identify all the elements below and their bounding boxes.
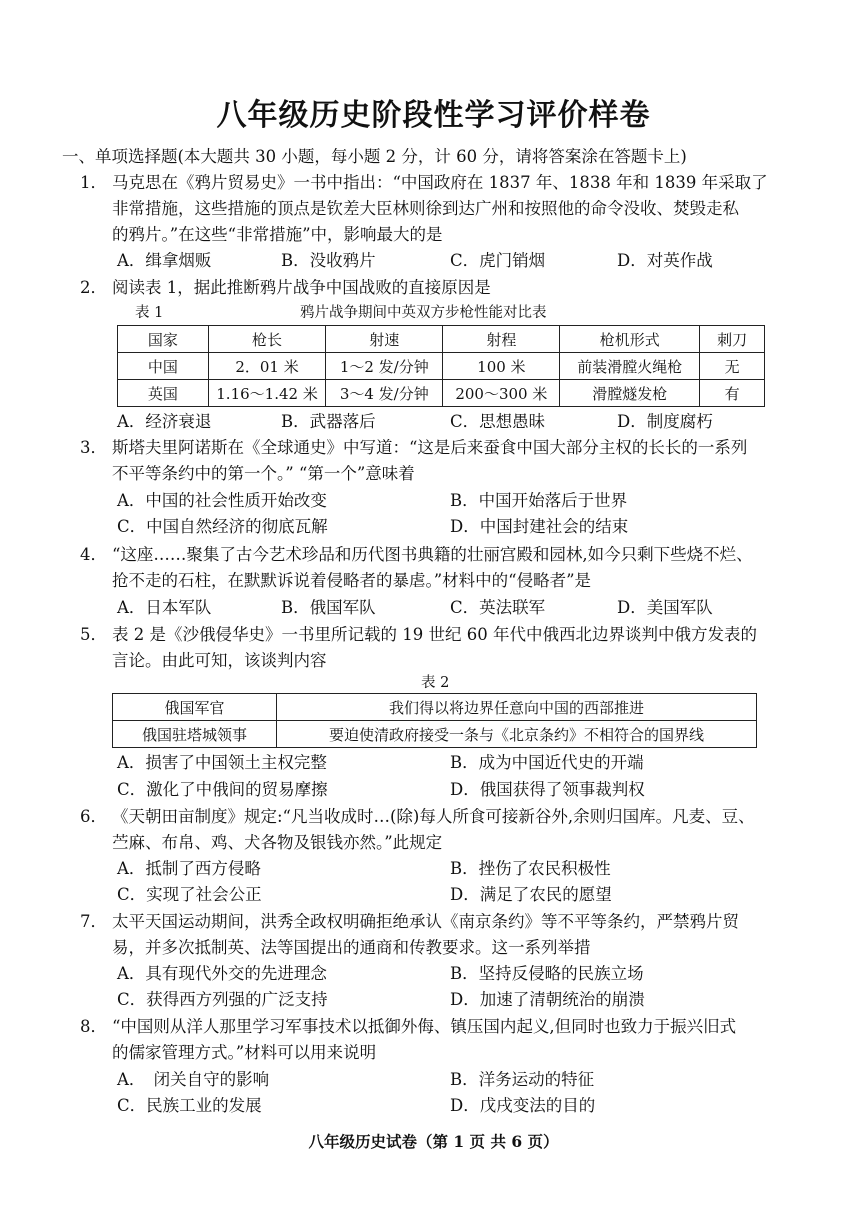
- table-cell: 1～2 发/分钟: [326, 353, 443, 380]
- option-c: C．英法联军: [450, 598, 546, 617]
- option-c: C．实现了社会公正: [117, 885, 262, 904]
- table-header-cell: 射速: [326, 326, 443, 353]
- table-2-caption: 表 2: [421, 675, 450, 691]
- option-a: A．损害了中国领土主权完整: [117, 753, 327, 772]
- option-d: D．俄国获得了领事裁判权: [450, 780, 645, 799]
- question-1-number: 1．: [80, 173, 107, 192]
- option-a: A．经济衰退: [117, 412, 212, 431]
- table-cell: 无: [700, 353, 765, 380]
- table-header-cell: 枪长: [208, 326, 325, 353]
- option-a: A．抵制了西方侵略: [117, 859, 261, 878]
- option-d: D．制度腐朽: [617, 412, 713, 431]
- option-b: B．成为中国近代史的开端: [450, 753, 644, 772]
- table-cell: 200～300 米: [443, 380, 560, 407]
- page-footer: 八年级历史试卷（第 1 页 共 6 页）: [308, 1132, 559, 1151]
- table-cell: 3～4 发/分钟: [326, 380, 443, 407]
- question-2-number: 2．: [80, 278, 107, 297]
- table-header-cell: 射程: [443, 326, 560, 353]
- table-2: [112, 693, 757, 748]
- option-c: C．思想愚昧: [450, 412, 546, 431]
- option-a: A．中国的社会性质开始改变: [117, 491, 327, 510]
- table-row: [113, 694, 757, 721]
- table-header-cell: 国家: [118, 326, 209, 353]
- question-1-text: 非常措施，这些措施的顶点是钦差大臣林则徐到达广州和按照他的命令没收、焚毁走私: [112, 199, 739, 218]
- question-7-text: 易，并多次抵制英、法等国提出的通商和传教要求。这一系列举措: [112, 938, 591, 957]
- option-c: C．激化了中俄间的贸易摩擦: [117, 780, 328, 799]
- table-cell: 2．01 米: [208, 353, 325, 380]
- question-8-text: 的儒家管理方式。”材料可以用来说明: [112, 1043, 377, 1062]
- table-1: [117, 325, 765, 407]
- question-3-text: 不平等条约中的第一个。” “第一个”意味着: [112, 464, 415, 483]
- question-6-text: 苎麻、布帛、鸡、犬各物及银钱亦然。”此规定: [112, 833, 443, 852]
- option-c: C．民族工业的发展: [117, 1096, 262, 1115]
- question-5-number: 5．: [80, 625, 107, 644]
- option-a: A．具有现代外交的先进理念: [117, 964, 327, 983]
- table-cell: 我们得以将边界任意向中国的西部推进: [277, 694, 757, 721]
- table-header-cell: 刺刀: [700, 326, 765, 353]
- table-cell: 前装滑膛火绳枪: [560, 353, 700, 380]
- option-d: D．美国军队: [617, 598, 713, 617]
- question-6-number: 6．: [80, 807, 107, 826]
- question-5-text: 表 2 是《沙俄侵华史》一书里所记载的 19 世纪 60 年代中俄西北边界谈判中俄方发表的: [112, 625, 757, 644]
- option-b: B．中国开始落后于世界: [450, 491, 628, 510]
- table-row: [113, 721, 757, 748]
- question-4-text: 抢不走的石柱，在默默诉说着侵略者的暴虐。”材料中的“侵略者”是: [112, 571, 592, 590]
- option-d: D．中国封建社会的结束: [450, 517, 629, 536]
- question-4-text: “这座……聚集了古今艺术珍品和历代图书典籍的壮丽宫殿和园林,如今只剩下些烧不烂、: [112, 545, 753, 564]
- table-cell: 滑膛燧发枪: [560, 380, 700, 407]
- question-4-number: 4．: [80, 545, 107, 564]
- table-cell: 英国: [118, 380, 209, 407]
- option-d: D．满足了农民的愿望: [450, 885, 612, 904]
- table-1-caption: 鸦片战争期间中英双方步枪性能对比表: [300, 305, 547, 321]
- section-heading: 一、单项选择题(本大题共 30 小题，每小题 2 分，计 60 分，请将答案涂在答题卡上): [62, 147, 687, 166]
- table-row: [118, 353, 765, 380]
- question-8-text: “中国则从洋人那里学习军事技术以抵御外侮、镇压国内起义,但同时也致力于振兴旧式: [112, 1017, 737, 1036]
- table-cell: 100 米: [443, 353, 560, 380]
- question-3-text: 斯塔夫里阿诺斯在《全球通史》中写道：“这是后来蚕食中国大部分主权的长长的一系列: [112, 438, 748, 457]
- exam-title: 八年级历史阶段性学习评价样卷: [216, 98, 651, 133]
- option-b: B．坚持反侵略的民族立场: [450, 964, 644, 983]
- table-cell: 俄国驻塔城领事: [113, 721, 277, 748]
- option-b: B．没收鸦片: [281, 251, 376, 270]
- option-c: C．获得西方列强的广泛支持: [117, 990, 328, 1009]
- table-header-row: [118, 326, 765, 353]
- question-3-number: 3．: [80, 438, 107, 457]
- option-d: D．对英作战: [617, 251, 713, 270]
- question-6-text: 《天朝田亩制度》规定:“凡当收成时…(除)每人所食可接新谷外,余则归国库。凡麦、豆、: [112, 807, 755, 826]
- option-c: C．虎门销烟: [450, 251, 546, 270]
- question-2-text: 阅读表 1，据此推断鸦片战争中国战败的直接原因是: [112, 278, 491, 297]
- question-1-text: 的鸦片。”在这些“非常措施”中，影响最大的是: [112, 225, 443, 244]
- option-d: D．加速了清朝统治的崩溃: [450, 990, 645, 1009]
- table-header-cell: 枪机形式: [560, 326, 700, 353]
- table-1-label: 表 1: [135, 305, 164, 321]
- option-b: B．洋务运动的特征: [450, 1070, 595, 1089]
- question-5-text: 言论。由此可知，该谈判内容: [112, 651, 327, 670]
- option-a: A． 闭关自守的影响: [117, 1070, 270, 1089]
- table-cell: 俄国军官: [113, 694, 277, 721]
- option-b: B．武器落后: [281, 412, 376, 431]
- option-a: A．缉拿烟贩: [117, 251, 212, 270]
- option-a: A．日本军队: [117, 598, 212, 617]
- table-cell: 1.16～1.42 米: [208, 380, 325, 407]
- question-7-text: 太平天国运动期间，洪秀全政权明确拒绝承认《南京条约》等不平等条约，严禁鸦片贸: [112, 912, 739, 931]
- question-1-text: 马克思在《鸦片贸易史》一书中指出：“中国政府在 1837 年、1838 年和 1839 年采取了: [112, 173, 768, 192]
- option-b: B．俄国军队: [281, 598, 376, 617]
- table-cell: 中国: [118, 353, 209, 380]
- option-b: B．挫伤了农民积极性: [450, 859, 611, 878]
- table-row: [118, 380, 765, 407]
- question-8-number: 8．: [80, 1017, 107, 1036]
- option-d: D．戊戌变法的目的: [450, 1096, 596, 1115]
- option-c: C．中国自然经济的彻底瓦解: [117, 517, 328, 536]
- table-cell: 有: [700, 380, 765, 407]
- question-7-number: 7．: [80, 912, 107, 931]
- table-cell: 要迫使清政府接受一条与《北京条约》不相符合的国界线: [277, 721, 757, 748]
